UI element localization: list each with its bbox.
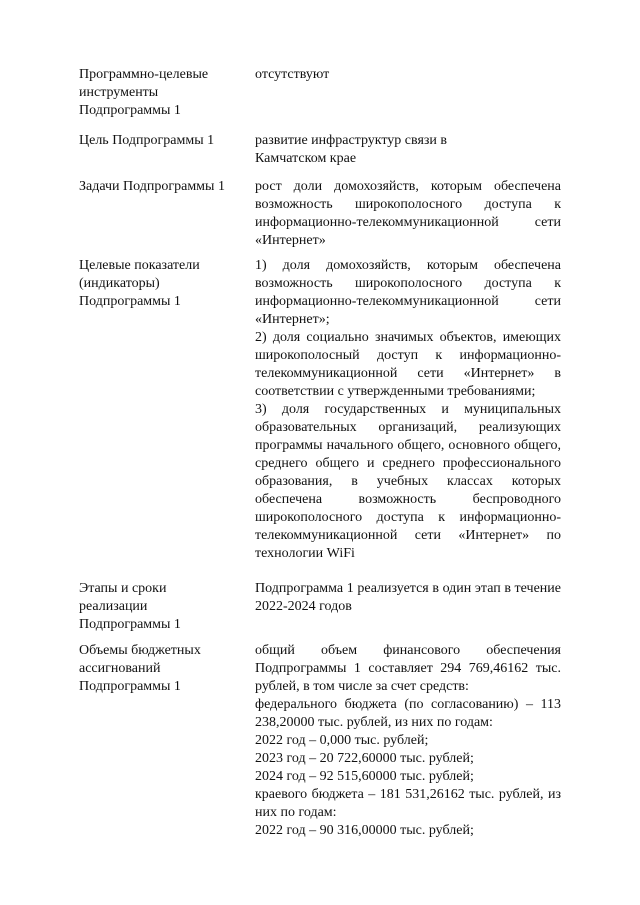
row-indicators [79, 257, 561, 563]
row-value: отсутствуют [255, 67, 330, 82]
row-stages [79, 580, 561, 634]
row-label: Целевые показатели (индикаторы) Подпрограммы 1 [79, 258, 200, 309]
row-value: Подпрограмма 1 реализуется в один этап в течение 2022-2024 годов [255, 581, 561, 614]
indicator-item: 1) доля домохозяйств, которым обеспечена возможность широкополосного доступа к информационно-телекоммуникационной сети «Интернет»; [255, 258, 561, 327]
row-label: Цель Подпрограммы 1 [79, 133, 215, 148]
row-value: рост доли домохозяйств, которым обеспечена возможность широкополосного доступа к информационно-телекоммуникационной сети «Интернет» [255, 179, 561, 248]
row-goal [79, 132, 561, 168]
budget-item: 2022 год – 0,000 тыс. рублей; [255, 733, 429, 748]
row-label: Этапы и сроки реализации Подпрограммы 1 [79, 581, 181, 632]
row-value [255, 257, 561, 563]
budget-item: общий объем финансового обеспечения Подпрограммы 1 составляет 294 769,46162 тыс. рублей, в том числе за счет средств: [255, 643, 561, 694]
indicator-item: 2) доля социально значимых объектов, имеющих широкополосный доступ к информационно-телекоммуникационной сети «Интернет» в соответствии с утвержденными требованиями; [255, 330, 561, 399]
row-label: Объемы бюджетных ассигнований Подпрограммы 1 [79, 643, 201, 694]
row-value [255, 642, 561, 840]
budget-item: 2022 год – 90 316,00000 тыс. рублей; [255, 823, 474, 838]
row-label: Программно-целевые инструменты Подпрограммы 1 [79, 67, 209, 118]
row-budget [79, 642, 561, 840]
row-instruments [79, 66, 561, 120]
row-value: развитие инфраструктур связи в Камчатском крае [255, 133, 448, 166]
budget-item: федерального бюджета (по согласованию) – 113 238,20000 тыс. рублей, из них по годам: [255, 697, 561, 730]
budget-item: краевого бюджета – 181 531,26162 тыс. рублей, из них по годам: [255, 787, 561, 820]
budget-item: 2024 год – 92 515,60000 тыс. рублей; [255, 769, 474, 784]
row-tasks [79, 178, 561, 250]
row-label: Задачи Подпрограммы 1 [79, 179, 225, 194]
indicator-item: 3) доля государственных и муниципальных образовательных организаций, реализующих программы начального общего, основного общего, среднего общего и среднего профессионального образования, в учебных классах которых обеспечена возможность беспроводного широкополосного доступа к информационно-телекоммуникационной сети «Интернет» по технологии WiFi [255, 402, 561, 561]
budget-item: 2023 год – 20 722,60000 тыс. рублей; [255, 751, 474, 766]
